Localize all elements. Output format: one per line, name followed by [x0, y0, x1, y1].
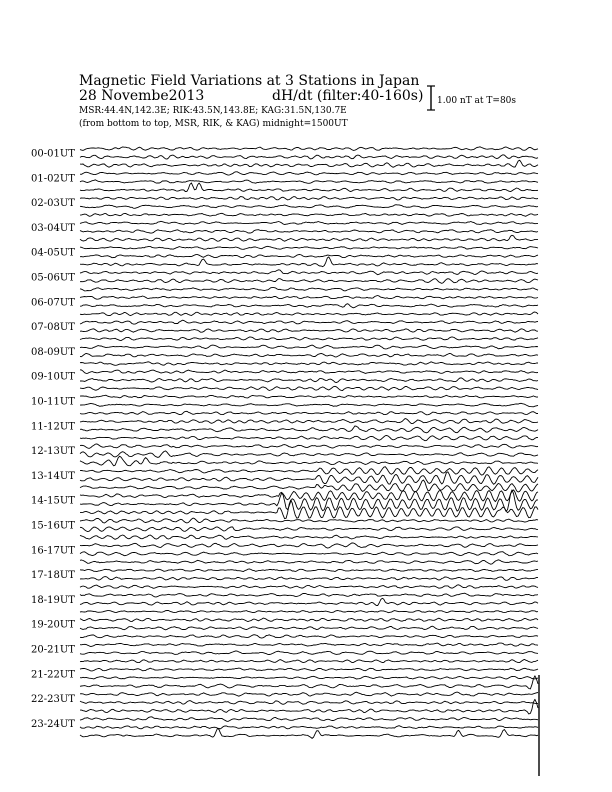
trace-16-17UT-RIK — [80, 552, 538, 556]
trace-05-06UT-MSR — [80, 288, 538, 291]
trace-03-04UT-MSR — [80, 235, 538, 241]
trace-19-20UT-KAG — [80, 618, 538, 622]
trace-07-08UT-MSR — [80, 337, 538, 341]
trace-08-09UT-RIK — [80, 353, 538, 357]
trace-19-20UT-RIK — [80, 626, 538, 630]
trace-10-11UT-MSR — [80, 411, 538, 415]
hour-label-01-02UT: 01-02UT — [31, 173, 75, 185]
trace-03-04UT-RIK — [80, 230, 538, 233]
trace-01-02UT-KAG — [80, 172, 538, 175]
trace-08-09UT-MSR — [80, 362, 538, 366]
trace-08-09UT-KAG — [80, 345, 538, 349]
hour-label-20-21UT: 20-21UT — [31, 644, 75, 656]
trace-05-06UT-KAG — [80, 270, 538, 275]
hour-label-22-23UT: 22-23UT — [31, 694, 75, 706]
trace-21-22UT-RIK — [80, 676, 538, 679]
trace-01-02UT-MSR — [80, 183, 538, 192]
hour-label-08-09UT: 08-09UT — [31, 346, 75, 358]
trace-04-05UT-MSR — [80, 257, 538, 267]
trace-09-10UT-MSR — [80, 386, 538, 390]
hour-label-11-12UT: 11-12UT — [31, 421, 75, 433]
trace-20-21UT-MSR — [80, 659, 538, 662]
trace-05-06UT-RIK — [80, 279, 538, 284]
trace-14-15UT-KAG — [80, 490, 538, 502]
hour-label-15-16UT: 15-16UT — [31, 520, 75, 532]
hour-label-04-05UT: 04-05UT — [31, 247, 75, 259]
trace-23-24UT-RIK — [80, 726, 538, 729]
trace-20-21UT-KAG — [80, 643, 538, 646]
trace-18-19UT-RIK — [80, 598, 538, 605]
trace-22-23UT-RIK — [80, 701, 538, 705]
trace-07-08UT-KAG — [80, 320, 538, 324]
hour-label-16-17UT: 16-17UT — [31, 545, 75, 557]
trace-10-11UT-KAG — [80, 395, 538, 398]
trace-19-20UT-MSR — [80, 635, 538, 638]
trace-11-12UT-MSR — [80, 436, 538, 441]
trace-00-01UT-KAG — [80, 147, 538, 151]
hour-label-03-04UT: 03-04UT — [31, 222, 75, 234]
chart-title: Magnetic Field Variations at 3 Stations in Japan — [79, 73, 420, 89]
scale-bar — [427, 86, 516, 110]
hour-labels — [31, 149, 75, 730]
hour-label-12-13UT: 12-13UT — [31, 446, 75, 458]
trace-02-03UT-KAG — [80, 197, 538, 200]
trace-12-13UT-RIK — [80, 451, 538, 458]
hour-label-09-10UT: 09-10UT — [31, 371, 75, 383]
trace-23-24UT-MSR — [80, 729, 538, 739]
trace-11-12UT-RIK — [80, 426, 538, 433]
trace-17-18UT-RIK — [80, 577, 538, 581]
trace-01-02UT-RIK — [80, 180, 538, 184]
trace-12-13UT-MSR — [80, 456, 538, 466]
trace-17-18UT-KAG — [80, 569, 538, 572]
trace-10-11UT-RIK — [80, 403, 538, 407]
trace-16-17UT-KAG — [80, 543, 538, 548]
trace-04-05UT-RIK — [80, 255, 538, 258]
trace-13-14UT-KAG — [80, 467, 538, 475]
hour-label-07-08UT: 07-08UT — [31, 322, 75, 334]
trace-06-07UT-KAG — [80, 296, 538, 300]
hour-label-19-20UT: 19-20UT — [31, 619, 75, 631]
trace-09-10UT-KAG — [80, 370, 538, 374]
hour-label-02-03UT: 02-03UT — [31, 198, 75, 210]
trace-21-22UT-KAG — [80, 668, 538, 671]
trace-00-01UT-RIK — [80, 155, 538, 159]
trace-14-15UT-RIK — [80, 490, 538, 511]
trace-22-23UT-KAG — [80, 692, 538, 696]
trace-16-17UT-MSR — [80, 560, 538, 564]
trace-03-04UT-KAG — [80, 221, 538, 224]
trace-11-12UT-KAG — [80, 419, 538, 424]
scale-bar-label: 1.00 nT at T=80s — [437, 96, 517, 106]
hour-label-23-24UT: 23-24UT — [31, 718, 75, 730]
trace-04-05UT-KAG — [80, 246, 538, 249]
trace-15-16UT-RIK — [80, 527, 538, 532]
trace-02-03UT-MSR — [80, 213, 538, 216]
trace-06-07UT-MSR — [80, 312, 538, 316]
hour-label-17-18UT: 17-18UT — [31, 570, 75, 582]
hour-label-00-01UT: 00-01UT — [31, 148, 75, 160]
trace-group — [80, 147, 538, 739]
chart-date: 28 Novembe2013 — [79, 88, 205, 104]
hour-label-06-07UT: 06-07UT — [31, 297, 75, 309]
trace-20-21UT-RIK — [80, 651, 538, 655]
trace-18-19UT-KAG — [80, 593, 538, 597]
trace-17-18UT-MSR — [80, 585, 538, 589]
trace-12-13UT-KAG — [80, 444, 538, 449]
hour-label-13-14UT: 13-14UT — [31, 470, 75, 482]
station-coordinates: MSR:44.4N,142.3E; RIK:43.5N,143.8E; KAG:31.5N,130.7E — [79, 106, 347, 116]
hour-label-21-22UT: 21-22UT — [31, 669, 75, 681]
trace-00-01UT-MSR — [80, 160, 538, 167]
trace-15-16UT-MSR — [80, 535, 538, 539]
trace-18-19UT-MSR — [80, 611, 538, 613]
hour-label-05-06UT: 05-06UT — [31, 272, 75, 284]
trace-06-07UT-RIK — [80, 304, 538, 308]
hour-label-18-19UT: 18-19UT — [31, 594, 75, 606]
trace-23-24UT-KAG — [80, 717, 538, 722]
trace-02-03UT-RIK — [80, 205, 538, 209]
chart-quantity: dH/dt (filter:40-160s) — [272, 88, 424, 104]
hour-label-14-15UT: 14-15UT — [31, 495, 75, 507]
trace-09-10UT-RIK — [80, 378, 538, 383]
station-order-note: (from bottom to top, MSR, RIK, & KAG) midnight=1500UT — [79, 119, 348, 129]
trace-15-16UT-KAG — [80, 518, 538, 523]
hour-label-10-11UT: 10-11UT — [31, 396, 75, 408]
trace-07-08UT-RIK — [80, 329, 538, 332]
